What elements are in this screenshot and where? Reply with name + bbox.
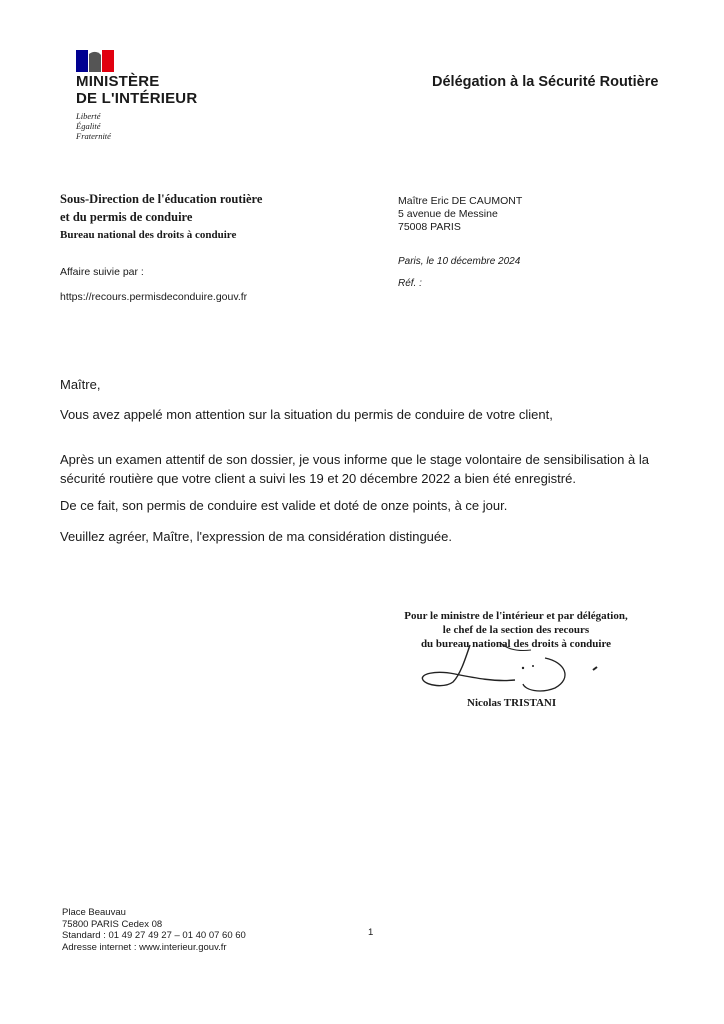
signature-line-3: du bureau national des droits à conduire	[420, 638, 612, 650]
ministry-line-2: DE L'INTÉRIEUR	[76, 90, 198, 107]
website-link[interactable]: https://recours.permisdeconduire.gouv.fr	[60, 291, 248, 303]
footer-line-3: Standard : 01 49 27 49 27 – 01 40 07 60 60	[62, 930, 246, 941]
sender-line-3: Bureau national des droits à conduire	[60, 229, 237, 241]
reference-label: Réf. :	[398, 278, 422, 289]
signer-name: Nicolas TRISTANI	[467, 697, 557, 709]
recipient-city: 75008 PARIS	[398, 221, 461, 233]
marianne-logo-icon	[76, 50, 114, 72]
recipient-name: Maître Eric DE CAUMONT	[398, 195, 523, 207]
sender-line-2: et du permis de conduire	[60, 210, 193, 224]
motto-egalite: Égalité	[76, 121, 101, 131]
sender-line-1: Sous-Direction de l'éducation routière	[60, 192, 263, 206]
paragraph-4: Veuillez agréer, Maître, l'expression de ma considération distinguée.	[60, 529, 452, 544]
letter-date: Paris, le 10 décembre 2024	[398, 256, 521, 267]
ministry-name	[76, 73, 197, 107]
handwritten-signature-icon	[405, 640, 635, 700]
footer-line-2: 75800 PARIS Cedex 08	[62, 918, 163, 930]
recipient-street: 5 avenue de Messine	[398, 208, 498, 220]
ministry-line-1: MINISTÈRE	[76, 73, 160, 90]
footer-address	[62, 907, 246, 953]
delegation-title: Délégation à la Sécurité Routière	[432, 74, 659, 90]
footer-line-1: Place Beauvau	[62, 907, 126, 918]
paragraph-1: Vous avez appelé mon attention sur la situation du permis de conduire de votre client,	[60, 407, 553, 422]
paragraph-3: De ce fait, son permis de conduire est valide et doté de onze points, à ce jour.	[60, 498, 508, 513]
paragraph-2: Après un examen attentif de son dossier, je vous informe que le stage volontaire de sensibilisation à la sécurité routière que votre client a suivi les 19 et 20 décembre 2022 a bien été enregistré.	[60, 452, 649, 486]
recipient-address	[398, 195, 522, 234]
motto-liberte: Liberté	[76, 111, 101, 121]
footer-line-4: Adresse internet : www.interieur.gouv.fr	[62, 941, 227, 953]
signature-line-1: Pour le ministre de l'intérieur et par délégation,	[404, 610, 628, 622]
republic-motto	[76, 111, 111, 141]
signature-line-2: le chef de la section des recours	[442, 624, 590, 636]
motto-fraternite: Fraternité	[76, 131, 111, 141]
followed-by-label: Affaire suivie par :	[60, 266, 144, 278]
sender-department	[60, 190, 262, 244]
salutation: Maître,	[60, 377, 101, 392]
page-number: 1	[368, 927, 374, 938]
